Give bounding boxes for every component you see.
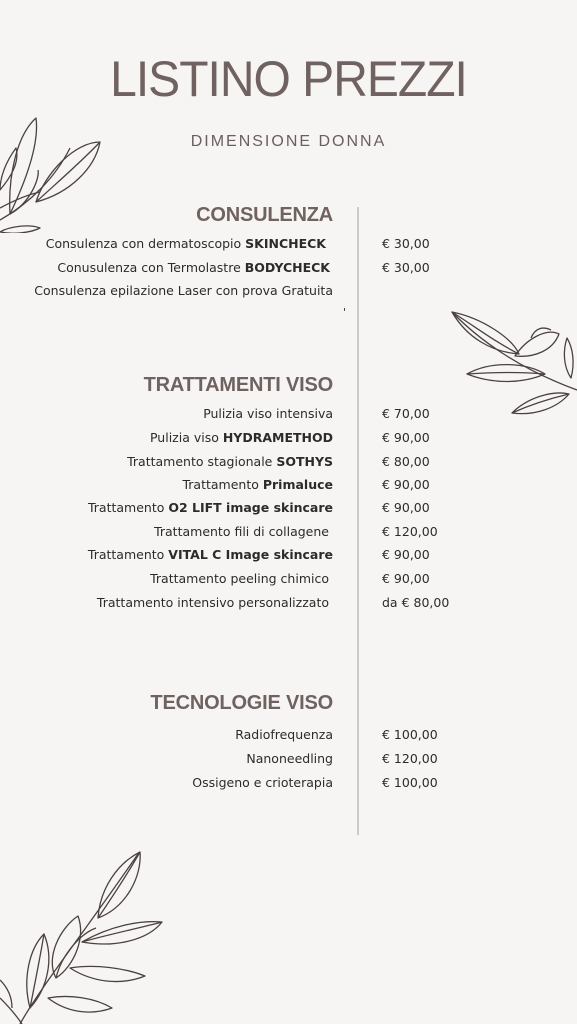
service-item: Trattamento O2 LIFT image skincare xyxy=(87,500,333,515)
service-price: € 90,00 xyxy=(382,430,430,445)
section-title-trattamenti-viso: TRATTAMENTI VISO xyxy=(143,374,333,396)
service-item: Consulenza con dermatoscopio SKINCHECK xyxy=(45,236,326,251)
service-item: Pulizia viso HYDRAMETHOD xyxy=(149,430,333,445)
section-title-tecnologie-viso: TECNOLOGIE VISO xyxy=(150,692,333,714)
service-price: € 90,00 xyxy=(382,500,430,515)
service-price: da € 80,00 xyxy=(382,595,450,610)
service-price: € 90,00 xyxy=(382,477,430,492)
service-price: € 30,00 xyxy=(382,260,430,275)
leaf-branch-icon xyxy=(0,108,110,233)
service-item: Trattamento stagionale SOTHYS xyxy=(127,454,333,469)
stray-mark: ' xyxy=(343,306,347,319)
section-title-consulenza: CONSULENZA xyxy=(196,204,333,226)
leaf-branch-icon xyxy=(0,848,180,1024)
service-item: Conusulenza con Termolastre BODYCHECK xyxy=(57,260,330,275)
service-price: € 80,00 xyxy=(382,454,430,469)
service-item: Ossigeno e crioterapia xyxy=(192,775,333,790)
service-price: € 70,00 xyxy=(382,406,430,421)
service-price: € 120,00 xyxy=(382,751,438,766)
service-price: € 90,00 xyxy=(382,571,430,586)
service-item: Trattamento VITAL C Image skincare xyxy=(87,547,333,562)
service-item: Trattamento Primaluce xyxy=(182,477,333,492)
service-item: Pulizia viso intensiva xyxy=(203,406,333,421)
service-price: € 90,00 xyxy=(382,547,430,562)
page-subtitle: DIMENSIONE DONNA xyxy=(190,133,387,150)
service-price: € 120,00 xyxy=(382,524,438,539)
service-item: Consulenza epilazione Laser con prova Gratuita xyxy=(34,283,333,298)
service-item: Trattamento intensivo personalizzato xyxy=(96,595,329,610)
service-item: Trattamento peeling chimico xyxy=(150,571,329,586)
vertical-divider xyxy=(357,207,359,835)
page-title: LISTINO PREZZI xyxy=(110,51,467,108)
leaf-branch-icon xyxy=(447,308,577,428)
service-price: € 100,00 xyxy=(382,775,438,790)
service-item: Radiofrequenza xyxy=(235,727,333,742)
service-price: € 100,00 xyxy=(382,727,438,742)
service-price: € 30,00 xyxy=(382,236,430,251)
service-item: Trattamento fili di collagene xyxy=(154,524,329,539)
service-item: Nanoneedling xyxy=(246,751,333,766)
